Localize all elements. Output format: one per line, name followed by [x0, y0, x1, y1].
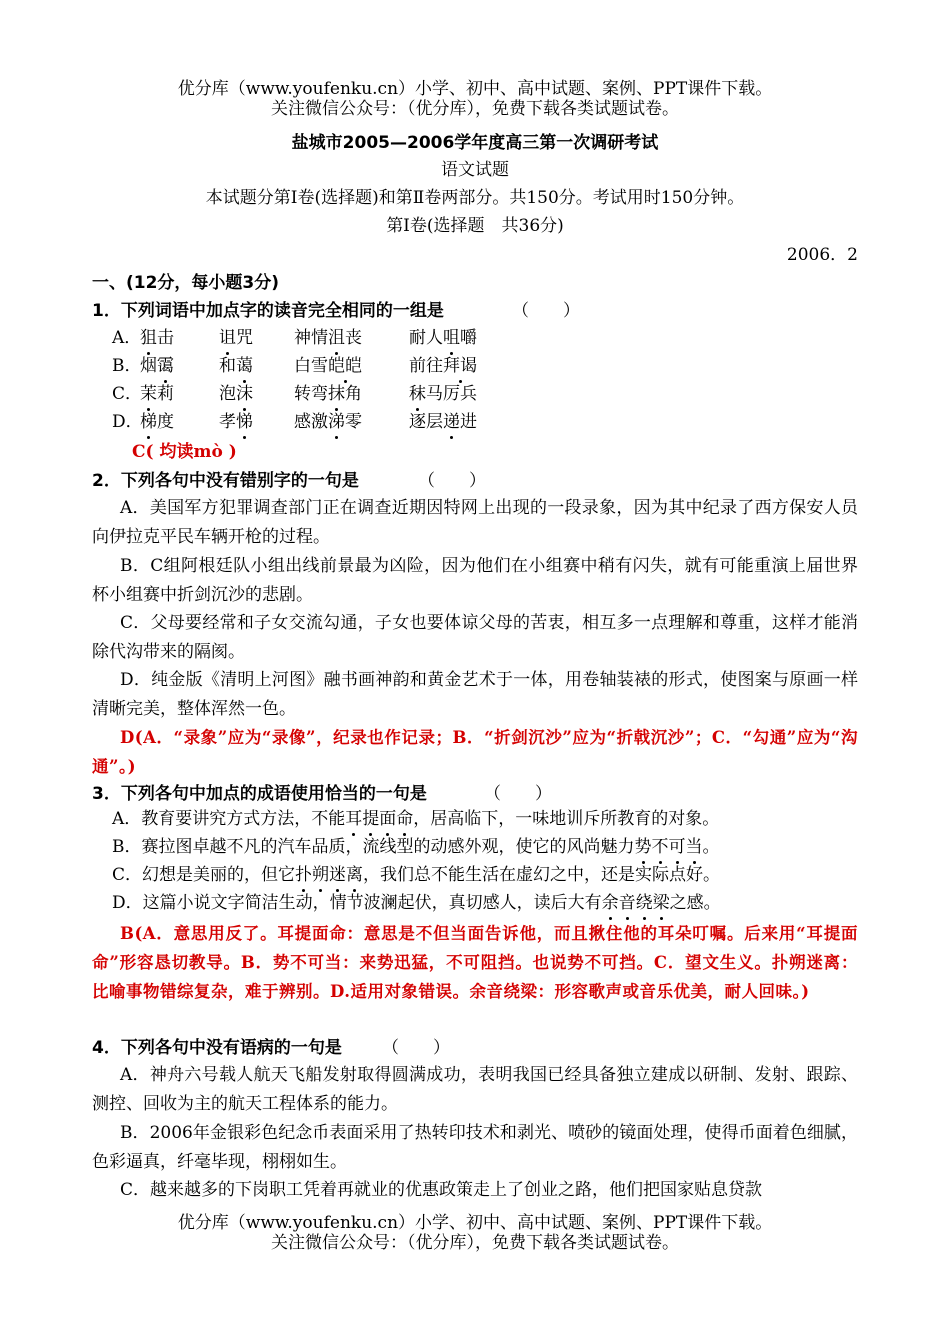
q3-option-a: A．教育要讲究方式方法，不能耳提面命，居高临下，一味地训斥所教育的对象。	[112, 809, 720, 829]
q1-b-word4: 前往拜谒	[409, 356, 477, 376]
q1-d-word4: 逐层递进	[409, 412, 477, 432]
q2-option-d: D．纯金版《清明上河图》融书画神韵和黄金艺术于一体，用卷轴装裱的形式，使图案与原画一样清晰完美，整体浑然一色。	[92, 670, 858, 719]
q3-option-d: D．这篇小说文字简洁生动，情节波澜起伏，真切感人，读后大有余音绕梁之感。	[112, 893, 721, 913]
q1-b-word3: 白雪皑皑	[294, 356, 362, 376]
q4-stem: 4．下列各句中没有语病的一句是	[92, 1038, 342, 1058]
q1-answer: C( 均读mò )	[132, 442, 237, 462]
q1-c-label: C．	[112, 384, 143, 404]
q1-a-word3: 神情沮丧	[294, 328, 362, 348]
q2-option-b: B．C组阿根廷队小组出线前景最为凶险，因为他们在小组赛中稍有闪失，就有可能重演上届世界杯小组赛中折剑沉沙的悲剧。	[92, 556, 858, 605]
q1-b-label: B．	[112, 356, 142, 376]
part-1-heading: 第Ⅰ卷(选择题 共36分)	[386, 216, 564, 236]
q3-stem: 3．下列各句中加点的成语使用恰当的一句是	[92, 784, 427, 804]
q4-option-c: C．越来越多的下岗职工凭着再就业的优惠政策走上了创业之路，他们把国家贴息贷款	[120, 1180, 763, 1200]
exam-intro: 本试题分第Ⅰ卷(选择题)和第Ⅱ卷两部分。共150分。考试用时150分钟。	[205, 188, 745, 208]
q3-d-idiom: 余音绕梁	[601, 893, 670, 913]
exam-date: 2006．2	[786, 245, 858, 265]
q4-answer-paren: （ ）	[382, 1038, 450, 1058]
q1-b-word2: 和蔼	[219, 356, 253, 376]
exam-subject: 语文试题	[441, 160, 509, 180]
header-line-1: 优分库（www.youfenku.cn）小学、初中、高中试题、案例、PPT课件下载。	[177, 79, 773, 99]
q2-option-c: C．父母要经常和子女交流勾通，子女也要体谅父母的苦衷，相互多一点理解和尊重，这样才能消除代沟带来的隔阂。	[92, 613, 858, 662]
q1-c-word3: 转弯抹角	[294, 384, 362, 404]
q1-d-word1: 梯度	[140, 412, 174, 432]
q1-a-word4: 耐人咀嚼	[409, 328, 477, 348]
q4-option-a: A．神舟六号载人航天飞船发射取得圆满成功，表明我国已经具备独立建成以研制、发射、跟踪、测控、回收为主的航天工程体系的能力。	[92, 1065, 858, 1114]
q3-answer: B(A．意思用反了。耳提面命：意思是不但当面告诉他，而且揪住他的耳朵叮嘱。后来用“耳提面命”形容恳切教导。B．势不可当：来势迅猛，不可阻挡。也说势不可挡。C．望文生义。扑朔迷离：比喻事物错综复杂，难于辨别。D.适用对象错误。余音绕梁：形容歌声或音乐优美，耐人回味。)	[92, 924, 858, 1001]
q1-c-word2: 泡沫	[219, 384, 253, 404]
section-1-heading: 一、(12分，每小题3分)	[92, 273, 280, 293]
q1-stem: 1．下列词语中加点字的读音完全相同的一组是	[92, 301, 444, 321]
q1-c-word4: 秣马厉兵	[409, 384, 477, 404]
q3-b-idiom: 势不可当	[634, 837, 703, 857]
q1-a-label: A．	[112, 328, 142, 348]
q1-a-word1: 狙击	[140, 328, 174, 348]
q3-c-idiom: 扑朔迷离	[295, 865, 364, 885]
q3-option-c: C．幻想是美丽的，但它扑朔迷离，我们总不能生活在虚幻之中，还是实际点好。	[112, 865, 721, 885]
q1-d-label: D．	[112, 412, 143, 432]
q2-stem: 2．下列各句中没有错别字的一句是	[92, 471, 359, 491]
q3-option-b: B．赛拉图卓越不凡的汽车品质，流线型的动感外观，使它的风尚魅力势不可当。	[112, 837, 720, 857]
header-line-2: 关注微信公众号：（优分库），免费下载各类试题试卷。	[271, 99, 679, 119]
q3-answer-paren: （ ）	[484, 784, 552, 804]
q2-answer-paren: （ ）	[418, 471, 486, 491]
footer-line-2: 关注微信公众号：（优分库），免费下载各类试题试卷。	[271, 1233, 679, 1253]
q1-answer-paren: （ ）	[512, 301, 580, 321]
q1-b-word1: 烟霭	[140, 356, 174, 376]
q4-option-b: B．2006年金银彩色纪念币表面采用了热转印技术和剥光、喷砂的镜面处理，使得币面着色细腻，色彩逼真，纤毫毕现，栩栩如生。	[92, 1123, 858, 1172]
q2-answer: D(A．“录象”应为“录像”，纪录也作记录；B．“折剑沉沙”应为“折戟沉沙”；C．“勾通”应为“沟通”。)	[92, 728, 858, 776]
q3-a-idiom: 耳提面命	[345, 809, 414, 829]
exam-title: 盐城市2005—2006学年度高三第一次调研考试	[291, 133, 659, 153]
q1-d-word3: 感激涕零	[294, 412, 362, 432]
q2-option-a: A．美国军方犯罪调查部门正在调查近期因特网上出现的一段录象，因为其中纪录了西方保安人员向伊拉克平民车辆开枪的过程。	[92, 498, 858, 547]
q1-c-word1: 茉莉	[140, 384, 174, 404]
footer-line-1: 优分库（www.youfenku.cn）小学、初中、高中试题、案例、PPT课件下载。	[177, 1213, 773, 1233]
q1-d-word2: 孝悌	[219, 412, 253, 432]
q1-a-word2: 诅咒	[219, 328, 253, 348]
